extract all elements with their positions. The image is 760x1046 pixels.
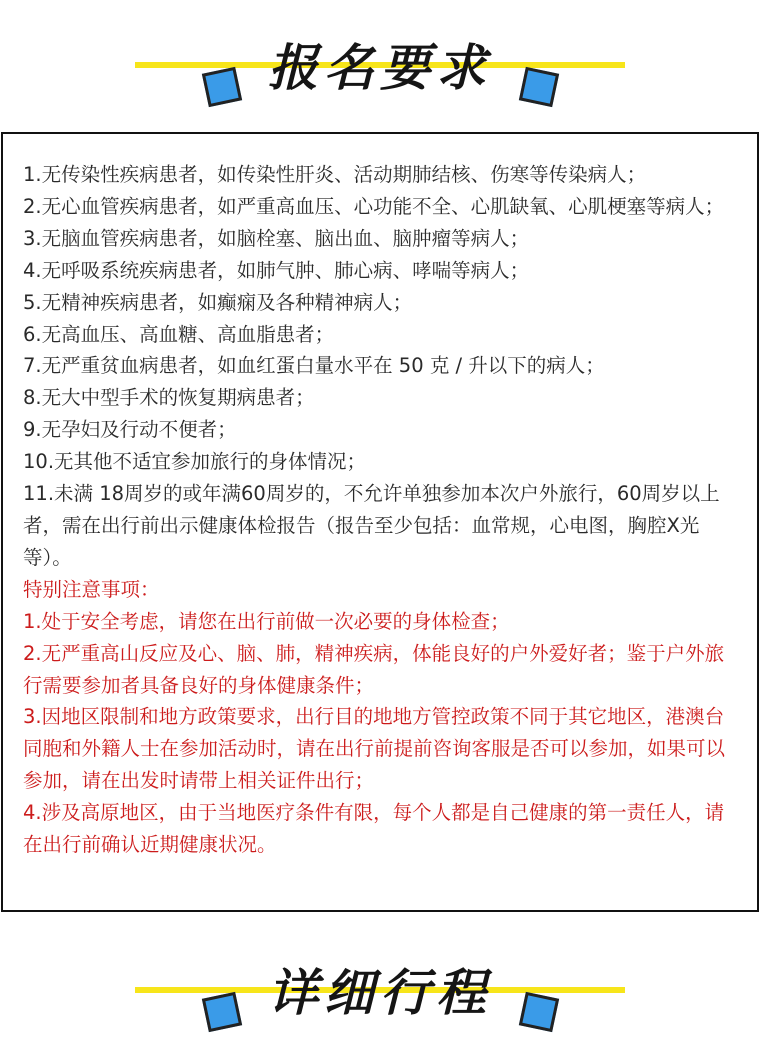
- notice-item: 2.无严重高山反应及心、脑、肺，精神疾病，体能良好的户外爱好者；鉴于户外旅行需要参加者具备良好的身体健康条件；: [23, 641, 725, 697]
- requirement-item: 11.未满 18周岁的或年满60周岁的，不允许单独参加本次户外旅行，60周岁以上者，需在出行前出示健康体检报告（报告至少包括：血常规，心电图，胸腔X光等）。: [23, 482, 720, 569]
- notice-item: 1.处于安全考虑，请您在出行前做一次必要的身体检查；: [23, 609, 510, 633]
- requirement-item: 10.无其他不适宜参加旅行的身体情况；: [23, 450, 367, 474]
- requirements-box: [1, 132, 759, 912]
- section-header-itinerary: [0, 935, 760, 1025]
- section-header-requirements: [0, 10, 760, 100]
- requirement-item: 7.无严重贫血病患者，如血红蛋白量水平在 50 克 / 升以下的病人；: [23, 354, 605, 378]
- requirement-item: 3.无脑血管疾病患者，如脑栓塞、脑出血、脑肿瘤等病人；: [23, 226, 530, 250]
- notice-item: 3.因地区限制和地方政策要求，出行目的地地方管控政策不同于其它地区，港澳台同胞和外籍人士在参加活动时，请在出行前提前咨询客服是否可以参加，如果可以参加，请在出发时请带上相关证件出行；: [23, 705, 726, 793]
- requirement-item: 5.无精神疾病患者，如癫痫及各种精神病人；: [23, 290, 413, 314]
- requirement-item: 6.无高血压、高血糖、高血脂患者；: [23, 322, 335, 346]
- requirement-item: 9.无孕妇及行动不便者；: [23, 418, 237, 442]
- notice-item: 4.涉及高原地区，由于当地医疗条件有限，每个人都是自己健康的第一责任人，请在出行前确认近期健康状况。: [23, 801, 725, 857]
- requirement-item: 4.无呼吸系统疾病患者，如肺气肿、肺心病、哮喘等病人；: [23, 258, 530, 282]
- requirement-item: 1.无传染性疾病患者，如传染性肝炎、活动期肺结核、伤寒等传染病人；: [23, 163, 647, 186]
- section-title: 报名要求: [268, 39, 492, 97]
- notice-heading: 特别注意事项：: [23, 577, 160, 601]
- requirement-item: 2.无心血管疾病患者，如严重高血压、心功能不全、心肌缺氧、心肌梗塞等病人；: [23, 194, 725, 218]
- requirement-item: 8.无大中型手术的恢复期病患者；: [23, 386, 315, 410]
- section-title: 详细行程: [268, 964, 492, 1022]
- requirements-content: [23, 159, 743, 861]
